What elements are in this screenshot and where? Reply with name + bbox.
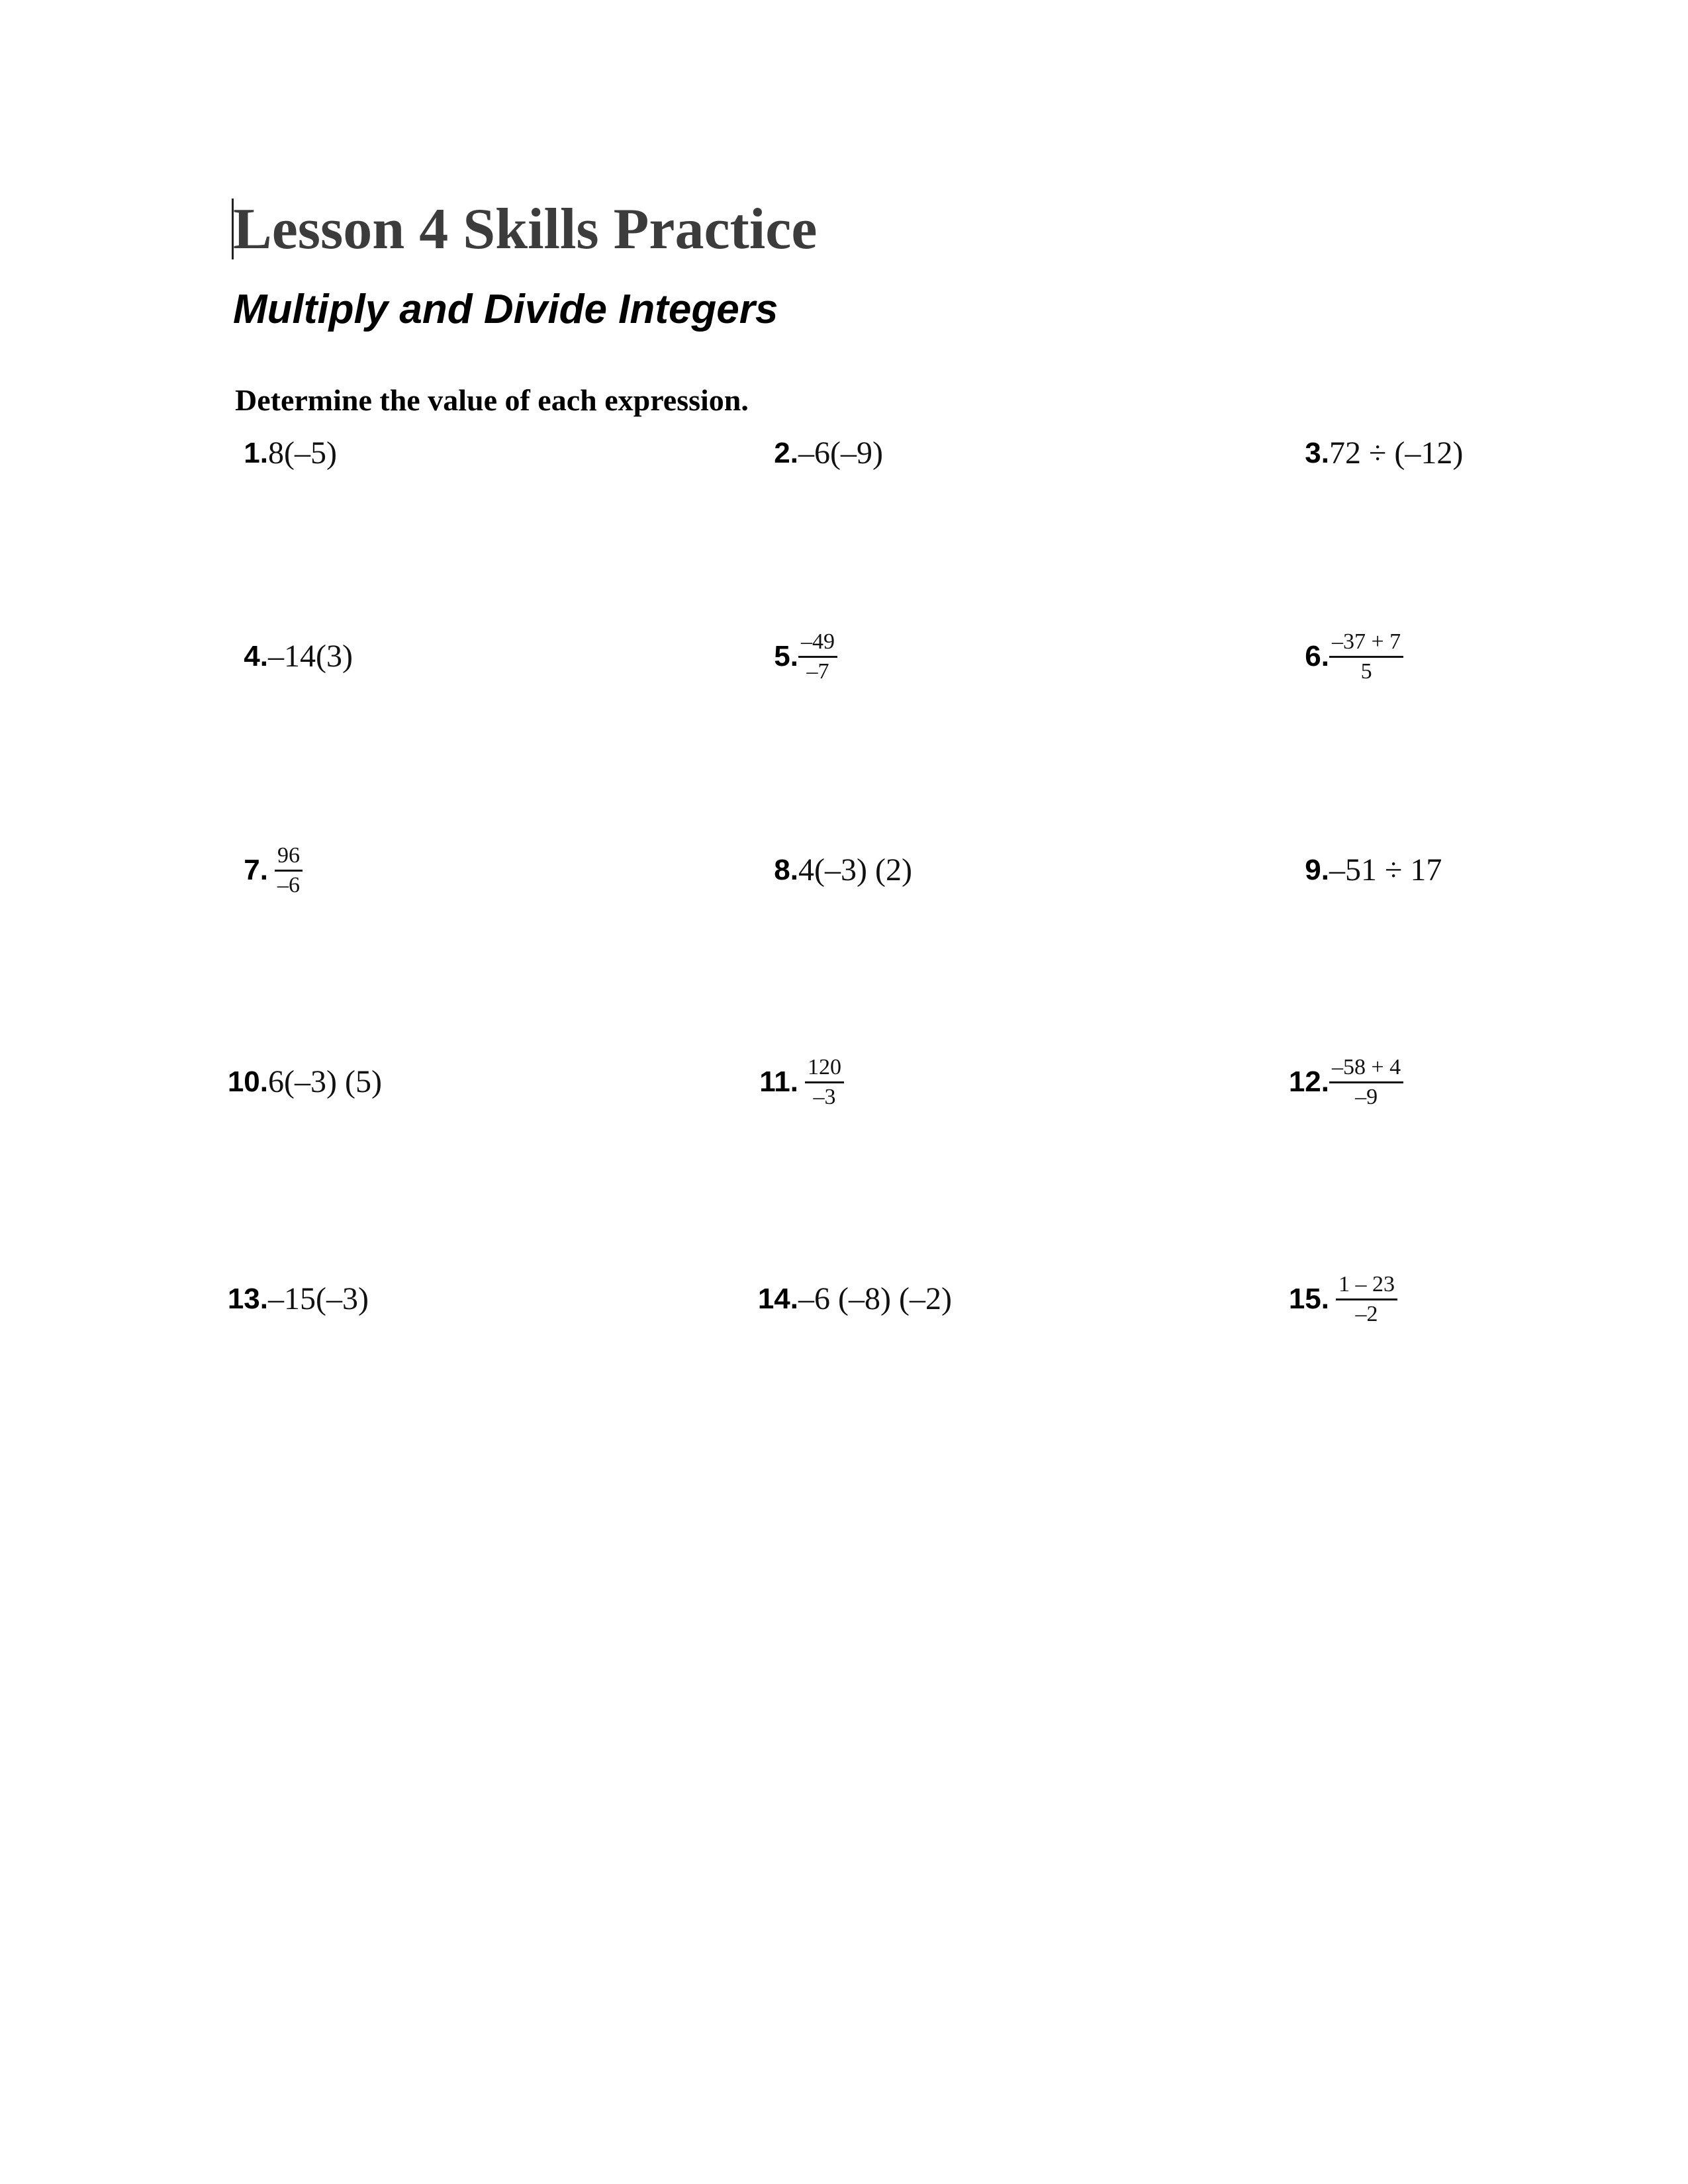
problem-number: 14. — [757, 1283, 798, 1315]
fraction-numerator: 96 — [275, 843, 303, 872]
problem-number: 4. — [244, 640, 268, 672]
problem-expression: –14(3) — [268, 639, 353, 674]
problem-number: 9. — [1305, 854, 1329, 886]
page-subtitle: Multiply and Divide Integers — [233, 287, 778, 332]
fraction-denominator: –7 — [806, 659, 829, 684]
problem-expression: –51 ÷ 17 — [1329, 852, 1442, 887]
problem-number: 1. — [244, 437, 268, 469]
fraction-numerator: 1 – 23 — [1336, 1272, 1397, 1300]
fraction-denominator: –2 — [1355, 1301, 1378, 1326]
page-title: Lesson 4 Skills Practice — [233, 197, 818, 261]
problem-number: 13. — [227, 1283, 268, 1315]
instructions: Determine the value of each expression. — [235, 383, 749, 417]
problem-number: 5. — [774, 640, 798, 672]
fraction-denominator: –3 — [813, 1084, 836, 1109]
problem-number: 3. — [1305, 437, 1329, 469]
problem-expression: 8(–5) — [268, 435, 337, 471]
fraction — [275, 831, 303, 910]
fraction — [1336, 1259, 1397, 1339]
fraction — [1329, 1042, 1403, 1122]
fraction — [805, 1042, 844, 1122]
fraction-numerator: –49 — [798, 629, 837, 658]
problem-number: 2. — [774, 437, 798, 469]
fraction-numerator: –37 + 7 — [1329, 629, 1403, 658]
problem-number: 12. — [1288, 1066, 1329, 1098]
problem-number: 8. — [774, 854, 798, 886]
problem-expression: –15(–3) — [268, 1281, 369, 1316]
problem-number: 6. — [1305, 640, 1329, 672]
problem-expression: –6(–9) — [798, 435, 883, 471]
fraction — [1329, 617, 1403, 696]
fraction-denominator: –9 — [1355, 1084, 1378, 1109]
problem-expression: 72 ÷ (–12) — [1329, 435, 1464, 471]
fraction-denominator: –6 — [277, 872, 300, 897]
problem-number: 15. — [1288, 1283, 1329, 1315]
fraction — [798, 617, 837, 696]
problem-expression: 6(–3) (5) — [268, 1064, 382, 1099]
problem-number: 11. — [759, 1066, 798, 1098]
fraction-numerator: –58 + 4 — [1329, 1055, 1403, 1083]
fraction-denominator: 5 — [1360, 659, 1372, 684]
problem-expression: 4(–3) (2) — [798, 852, 912, 887]
problem-number: 10. — [227, 1066, 268, 1098]
problem-expression: –6 (–8) (–2) — [798, 1281, 952, 1316]
fraction-numerator: 120 — [805, 1055, 844, 1083]
problem-number: 7. — [244, 854, 268, 886]
